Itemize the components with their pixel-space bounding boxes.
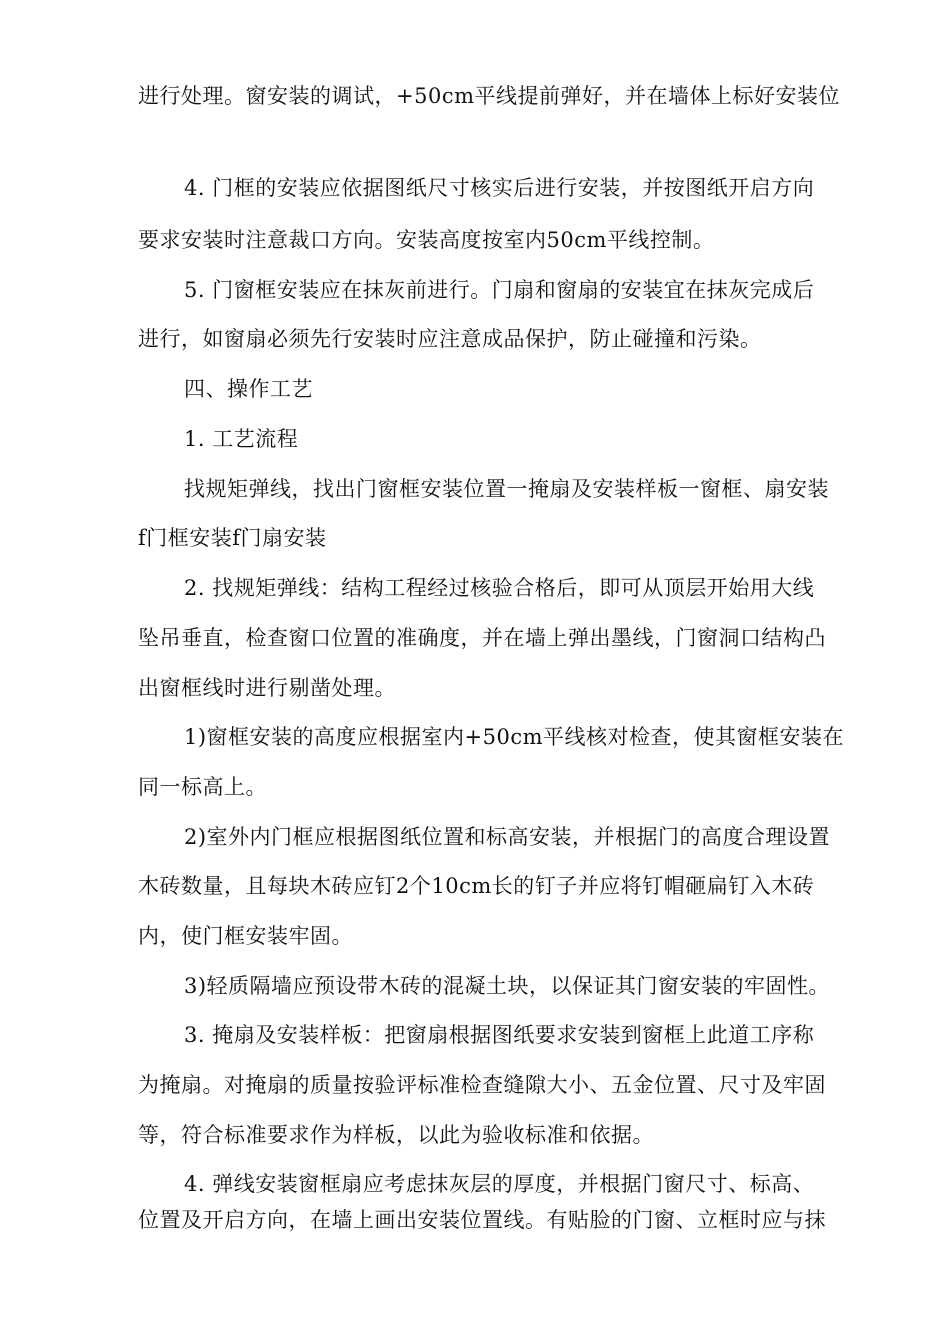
text-line: 2)室外内门框应根据图纸位置和标高安装，并根据门的高度合理设置 — [184, 825, 831, 849]
text-line: 3)轻质隔墙应预设带木砖的混凝土块，以保证其门窗安装的牢固性。 — [184, 974, 831, 998]
text-line: 5. 门窗框安装应在抹灰前进行。门扇和窗扇的安装宜在抹灰完成后 — [184, 278, 815, 302]
text-line: 坠吊垂直，检查窗口位置的准确度，并在墙上弹出墨线，门窗洞口结构凸 — [138, 626, 826, 650]
text-line: 进行，如窗扇必须先行安装时应注意成品保护，防止碰撞和污染。 — [138, 327, 762, 351]
text-line: 4. 门框的安装应依据图纸尺寸核实后进行安装，并按图纸开启方向 — [184, 176, 815, 200]
text-line: 进行处理。窗安装的调试，+50cm平线提前弹好，并在墙体上标好安装位 — [138, 84, 840, 108]
text-line: 同一标高上。 — [138, 775, 267, 799]
text-line: 3. 掩扇及安装样板：把窗扇根据图纸要求安装到窗框上此道工序称 — [184, 1023, 815, 1047]
section-heading: 四、操作工艺 — [184, 377, 313, 401]
text-line: 出窗框线时进行剔凿处理。 — [138, 676, 396, 700]
text-line: 为掩扇。对掩扇的质量按验评标准检查缝隙大小、五金位置、尺寸及牢固 — [138, 1073, 826, 1097]
subsection-heading: 1. 工艺流程 — [184, 427, 299, 451]
text-line: 找规矩弹线，找出门窗框安装位置一掩扇及安装样板一窗框、扇安装 — [184, 477, 829, 501]
text-line: 位置及开启方向，在墙上画出安装位置线。有贴脸的门窗、立框时应与抹 — [138, 1208, 826, 1232]
text-line: 1)窗框安装的高度应根据室内+50cm平线核对检查，使其窗框安装在 — [184, 725, 845, 749]
text-line: 4. 弹线安装窗框扇应考虑抹灰层的厚度，并根据门窗尺寸、标高、 — [184, 1172, 815, 1196]
text-line: 内，使门框安装牢固。 — [138, 924, 353, 948]
text-line: 等，符合标准要求作为样板，以此为验收标准和依据。 — [138, 1123, 654, 1147]
text-line: 2. 找规矩弹线：结构工程经过核验合格后，即可从顶层开始用大线 — [184, 576, 815, 600]
text-line: 要求安装时注意裁口方向。安装高度按室内50cm平线控制。 — [138, 228, 715, 252]
text-line: f门框安装f门扇安装 — [138, 526, 327, 550]
text-line: 木砖数量，且每块木砖应钉2个10cm长的钉子并应将钉帽砸扁钉入木砖 — [138, 874, 815, 898]
